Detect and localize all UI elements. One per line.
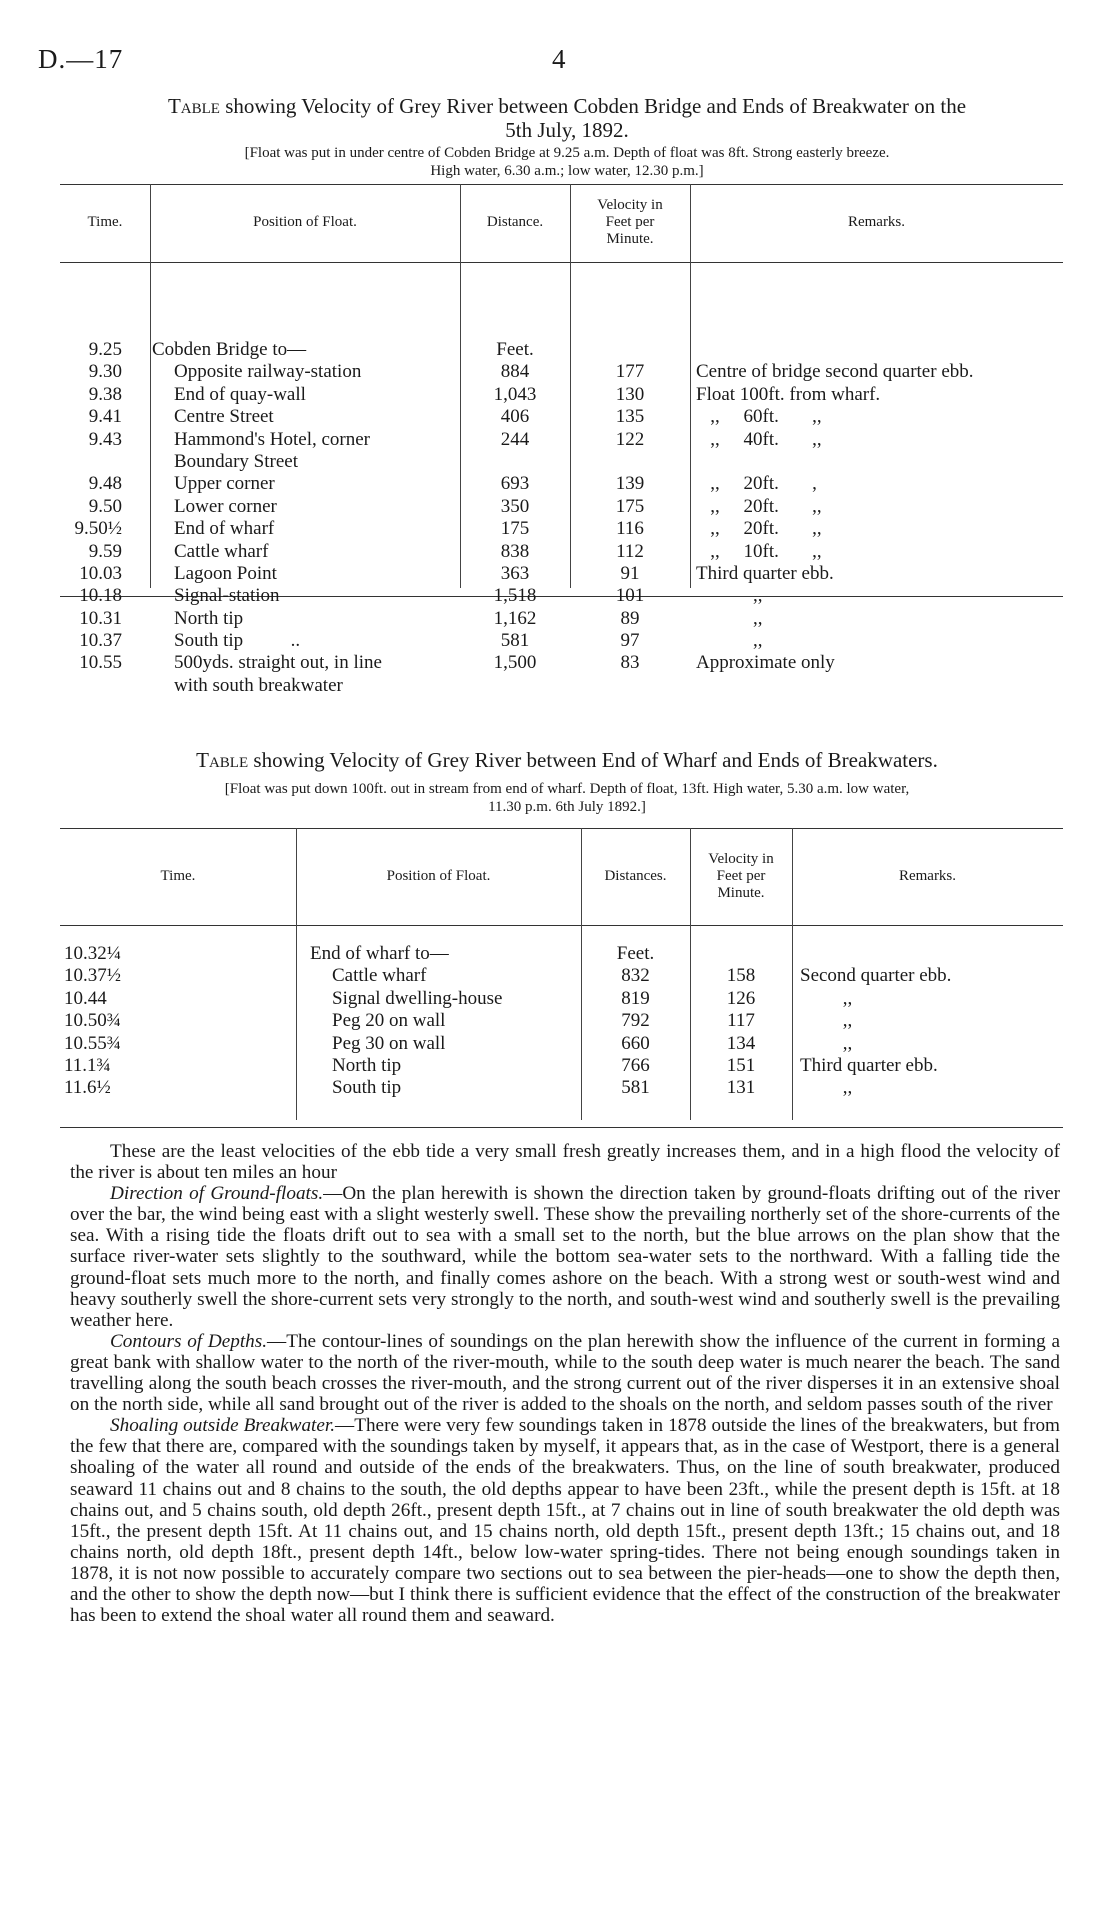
table1-time-cell: 9.41 xyxy=(88,406,122,428)
table2-distance-cell: 792 xyxy=(621,1010,650,1032)
table1-divider xyxy=(460,184,461,588)
table1-velocity-cell: 122 xyxy=(615,428,645,450)
table1-remarks-cell: ,, xyxy=(696,607,763,629)
table1-note-line2: High water, 6.30 a.m.; low water, 12.30 p.m.] xyxy=(430,163,704,179)
table1-distance-cell: 350 xyxy=(500,495,530,517)
table1-velocity-cell: 135 xyxy=(615,406,645,428)
table2-header-position: Position of Float. xyxy=(386,868,491,884)
table2-position-cell: Signal dwelling-house xyxy=(332,987,503,1009)
table1-caption-line1: showing Velocity of Grey River between Cobden Bridge and Ends of Breakwater on the xyxy=(225,94,967,118)
table1-distance-cell: 406 xyxy=(500,406,530,428)
table2-header-velocity-l3: Minute. xyxy=(717,885,765,901)
table1-remarks-cell xyxy=(696,339,1066,361)
table1-caption xyxy=(72,94,1062,142)
table2-remarks-cell xyxy=(800,943,1062,965)
table1-velocity-cell: 116 xyxy=(616,518,644,540)
text-contours: —The contour-lines of soundings on the plan herewith show the influence of the current in forming a great bank with shallow water to the north of the river-mouth, while to the south deep water is much nearer the beach. The sand travelling along the south beach crosses the river-mouth, and the strong current out of the river disperses it in an extensive shoal on the north side, while all sand brought out of the river is added to the shoals on the north, and seldom passes south of the river xyxy=(70,1330,1060,1416)
table2-caption-line1: showing Velocity of Grey River between End of Wharf and Ends of Breakwaters. xyxy=(253,748,938,772)
table1-distance-cell xyxy=(462,451,568,473)
table2-remarks-column xyxy=(800,943,1062,1100)
table2-velocity-column xyxy=(692,943,790,1100)
table1-remarks-column xyxy=(696,339,1066,697)
table1-position-cell: Lower corner xyxy=(174,495,277,517)
table2-header-velocity-l1: Velocity in xyxy=(708,851,774,867)
table1-position-cell: Opposite railway-station xyxy=(174,361,362,383)
table2-distance-cell: 660 xyxy=(621,1032,650,1054)
table1-time-cell: 9.25 xyxy=(88,339,122,360)
paragraph-ground-floats xyxy=(70,1183,1060,1331)
table1-velocity-cell xyxy=(572,451,688,473)
table1-time-cell: 10.03 xyxy=(79,562,122,584)
table1-remarks-cell: ,, 20ft. , xyxy=(696,473,817,495)
table2-remarks-cell: ,, xyxy=(800,1077,853,1099)
table1-position-cell: End of quay-wall xyxy=(174,383,306,405)
table1-position-cell: Cobden Bridge to— xyxy=(152,339,307,360)
paragraph-velocities: These are the least velocities of the ebb tide a very small fresh greatly increases them, and in a high flood the velocity of the river is about ten miles an hour xyxy=(70,1141,1060,1184)
table2-top-rule xyxy=(60,828,1063,829)
table1-distance-cell: 363 xyxy=(500,562,530,584)
table1-divider xyxy=(150,184,151,588)
table2-header-velocity-l2: Feet per xyxy=(716,868,766,884)
table2-position-cell: Peg 30 on wall xyxy=(332,1032,446,1054)
paragraph-shoaling xyxy=(70,1415,1060,1626)
table2-header-rule xyxy=(60,925,1063,926)
heading-shoaling: Shoaling outside Breakwater. xyxy=(110,1415,336,1437)
table1-remarks-cell: ,, xyxy=(696,630,763,652)
table2-position-cell: Cattle wharf xyxy=(332,965,427,987)
table2-remarks-cell: ,, xyxy=(800,987,853,1009)
table2-time-column xyxy=(64,943,264,1100)
table1-header-distance: Distance. xyxy=(486,214,544,230)
table2-velocity-cell: 158 xyxy=(726,965,756,987)
table2-velocity-cell: 134 xyxy=(726,1032,756,1054)
table1-divider xyxy=(690,184,691,588)
table2-distance-cell: 581 xyxy=(621,1077,650,1099)
table2-header-distance: Distances. xyxy=(604,868,667,884)
table1-remarks-cell: ,, 10ft. ,, xyxy=(696,540,822,562)
table2-time-cell: 10.50¾ xyxy=(64,1010,121,1032)
table2-time-cell: 11.1¾ xyxy=(64,1054,111,1076)
table1-header-position: Position of Float. xyxy=(253,214,357,230)
table1-velocity-column xyxy=(572,339,688,697)
table2-note xyxy=(72,780,1062,816)
table1-velocity-cell: 101 xyxy=(615,585,645,607)
table1-header-velocity-l3: Minute. xyxy=(606,231,654,247)
table1-remarks-cell: ,, 40ft. ,, xyxy=(696,428,822,450)
table1-position-cell: with south breakwater xyxy=(174,674,343,696)
table1-remarks-cell xyxy=(696,675,1066,697)
table1-velocity-cell: 112 xyxy=(616,540,644,562)
text-shoaling: —There were very few soundings taken in 1878 outside the lines of the breakwaters, but from the few that there are, compared with the soundings taken by myself, it appears that, as in the case of Westport, there is a general shoaling of the water all round and outside of the ends of the breakwaters. Thus, on the line of south breakwater, produced seaward 11 chains out and 8 chains to the south, the old depths appear to have been 23ft., while the present depth is 15ft. at 18 chains out, and 5 chains south, old depth 26ft., present depth 15ft., at 7 chains out in line of south breakwater the old depth was 15ft., the present depth 15ft. At 11 chains out, and 15 chains north, old depth 15ft., present depth 13ft.; 15 chains out, and 18 chains north, old depth 18ft., present depth 14ft., below low-water spring-tides. There not being enough soundings taken in 1878, it is not now possible to accurately compare two sections out to sea between the pier-heads—one to show the depth then, and the other to show the depth now—but I think there is sufficient evidence that the effect of the construction of the breakwater has been to extend the shoal water all round them and seaward. xyxy=(70,1415,1060,1627)
table2-time-cell: 10.32¼ xyxy=(64,943,121,964)
table2-bottom-rule xyxy=(60,1127,1063,1128)
table1-distance-cell: 1,500 xyxy=(493,652,537,674)
table1-distance-cell xyxy=(462,675,568,697)
table2-position-cell: Peg 20 on wall xyxy=(332,1010,446,1032)
table1-remarks-cell: Third quarter ebb. xyxy=(696,562,834,584)
table1-position-cell: End of wharf xyxy=(174,518,275,540)
table1-position-cell: Cattle wharf xyxy=(174,540,269,562)
table2-remarks-cell: ,, xyxy=(800,1010,853,1032)
table2-time-cell: 10.44 xyxy=(64,987,107,1009)
table2-time-cell: 10.55¾ xyxy=(64,1032,121,1054)
table1-header-remarks: Remarks. xyxy=(847,214,906,230)
table1-position-cell: Boundary Street xyxy=(174,450,299,472)
table1-position-cell: Upper corner xyxy=(174,473,275,495)
table1-header-velocity-l1: Velocity in xyxy=(597,197,663,213)
table2-remarks-cell: Second quarter ebb. xyxy=(800,965,952,987)
table1-time-cell: 10.37 xyxy=(79,630,122,652)
table2-header-remarks: Remarks. xyxy=(898,868,957,884)
table1-position-column xyxy=(152,339,452,697)
table1-note xyxy=(72,144,1062,180)
table1-velocity-cell: 175 xyxy=(615,495,645,517)
table1-top-rule xyxy=(60,184,1063,185)
table1-distance-cell: 1,043 xyxy=(493,383,537,405)
table1-caption-line2: 5th July, 1892. xyxy=(505,118,629,142)
table1-distance-cell: 838 xyxy=(500,540,530,562)
table1-remarks-cell: Approximate only xyxy=(696,652,835,674)
table2-velocity-cell: 126 xyxy=(726,987,756,1009)
table1-remarks-cell: ,, 20ft. ,, xyxy=(696,495,822,517)
table2-time-cell: 10.37½ xyxy=(64,965,121,987)
table1-time-column xyxy=(60,339,122,697)
table2-distance-cell: Feet. xyxy=(616,943,655,964)
table2-distance-cell: 766 xyxy=(621,1054,650,1076)
table1-remarks-cell: Centre of bridge second quarter ebb. xyxy=(696,361,974,383)
table1-velocity-cell: 130 xyxy=(615,383,645,405)
table1-velocity-cell: 139 xyxy=(615,473,645,495)
table2-velocity-cell: 117 xyxy=(727,1010,755,1032)
table2-distance-cell: 819 xyxy=(621,987,650,1009)
table1-position-cell: Centre Street xyxy=(174,406,274,428)
document-reference: D.—17 xyxy=(38,44,124,74)
table1-time-cell: 10.31 xyxy=(79,607,122,629)
table2-remarks-cell: Third quarter ebb. xyxy=(800,1054,938,1076)
table1-position-cell: North tip xyxy=(174,607,244,629)
table1-header-time: Time. xyxy=(87,214,123,230)
table2-position-cell: North tip xyxy=(332,1054,402,1076)
table1-velocity-cell xyxy=(572,675,688,697)
heading-ground-floats: Direction of Ground-floats. xyxy=(110,1183,324,1205)
table1-caption-prefix: Table xyxy=(167,94,220,118)
table1-time-cell: 9.30 xyxy=(88,361,122,383)
table1-time-cell: 9.48 xyxy=(88,473,122,495)
table2-position-cell: South tip xyxy=(332,1077,402,1099)
table1-time-cell: 10.18 xyxy=(79,585,122,607)
table1-position-cell: Signal-station xyxy=(174,585,280,607)
table1-header-velocity xyxy=(570,197,690,248)
body-text xyxy=(70,1141,1060,1626)
table1-velocity-cell xyxy=(572,339,688,361)
table1-distance-cell: 581 xyxy=(500,630,530,652)
table1-distance-cell: 693 xyxy=(500,473,530,495)
table1-distance-cell: 244 xyxy=(500,428,530,450)
table1-time-cell xyxy=(60,675,122,697)
table1-distance-cell: 1,518 xyxy=(493,585,537,607)
table1-position-cell: 500yds. straight out, in line xyxy=(174,652,382,674)
text-ground-floats: —On the plan herewith is shown the direction taken by ground-floats drifting out of the river over the bar, the wind being east with a slight westerly swell. These show the prevailing northerly set of the shore-currents of the sea. With a rising tide the floats drift out to sea with a small set to the north, but the blue arrows on the plan show that the surface river-water sets slightly to the southward, while the bottom sea-water sets to the northward. With a falling tide the ground-float sets much more to the north, and finally comes ashore on the beach. With a strong west or south-west wind and heavy southerly swell the shore-current sets very strongly to the north, and south-west wind and southerly swell is the prevailing weather here. xyxy=(70,1183,1060,1331)
table2-velocity-cell: 151 xyxy=(726,1054,756,1076)
table2-position-cell: End of wharf to— xyxy=(310,943,449,964)
table2-note-line1: [Float was put down 100ft. out in stream from end of wharf. Depth of float, 13ft. High water, 5.30 a.m. low water, xyxy=(224,781,910,797)
table1-time-cell: 9.50 xyxy=(88,495,122,517)
table2-time-cell: 11.6½ xyxy=(64,1077,111,1099)
table1-remarks-cell: ,, xyxy=(696,585,763,607)
page-number: 4 xyxy=(552,44,566,74)
table1-remarks-cell xyxy=(696,451,1066,473)
table1-position-cell: South tip .. xyxy=(174,630,301,652)
table1-velocity-cell: 97 xyxy=(620,630,640,652)
table1-header-rule xyxy=(60,262,1063,263)
table1-distance-column xyxy=(462,339,568,697)
table2-distance-column xyxy=(583,943,688,1100)
table1-remarks-cell: ,, 60ft. ,, xyxy=(696,406,822,428)
table2-velocity-cell xyxy=(692,943,790,965)
table1-velocity-cell: 89 xyxy=(620,607,640,629)
table1-position-cell: Lagoon Point xyxy=(174,562,277,584)
table2-caption xyxy=(72,748,1062,772)
table1-time-cell: 9.59 xyxy=(88,540,122,562)
table2-header-velocity xyxy=(690,851,792,902)
table2-velocity-cell: 131 xyxy=(726,1077,756,1099)
table1-time-cell: 10.55 xyxy=(79,652,122,674)
table2-position-column xyxy=(310,943,578,1100)
table1-distance-cell: 175 xyxy=(500,518,530,540)
table2-note-line2: 11.30 p.m. 6th July 1892.] xyxy=(488,799,646,815)
table1-header-velocity-l2: Feet per xyxy=(605,214,655,230)
table1-distance-cell: 884 xyxy=(500,361,530,383)
table1-remarks-cell: Float 100ft. from wharf. xyxy=(696,383,881,405)
table1-time-cell: 9.50½ xyxy=(74,518,122,540)
table1-note-line1: [Float was put in under centre of Cobden Bridge at 9.25 a.m. Depth of float was 8ft. Strong easterly breeze. xyxy=(244,145,890,161)
table1-velocity-cell: 83 xyxy=(620,652,640,674)
table1-remarks-cell: ,, 20ft. ,, xyxy=(696,518,822,540)
table1-distance-cell: 1,162 xyxy=(493,607,537,629)
table1-time-cell xyxy=(60,451,122,473)
table2-remarks-cell: ,, xyxy=(800,1032,853,1054)
paragraph-contours xyxy=(70,1331,1060,1415)
table2-header-time: Time. xyxy=(160,868,196,884)
heading-contours: Contours of Depths. xyxy=(110,1330,268,1352)
table1-time-cell: 9.38 xyxy=(88,383,122,405)
table1-velocity-cell: 177 xyxy=(615,361,645,383)
table2-distance-cell: 832 xyxy=(621,965,650,987)
table1-time-cell: 9.43 xyxy=(88,428,122,450)
table2-caption-prefix: Table xyxy=(196,748,249,772)
table1-position-cell: Hammond's Hotel, corner xyxy=(174,428,371,450)
table1-distance-cell: Feet. xyxy=(496,339,534,360)
table1-velocity-cell: 91 xyxy=(620,562,640,584)
